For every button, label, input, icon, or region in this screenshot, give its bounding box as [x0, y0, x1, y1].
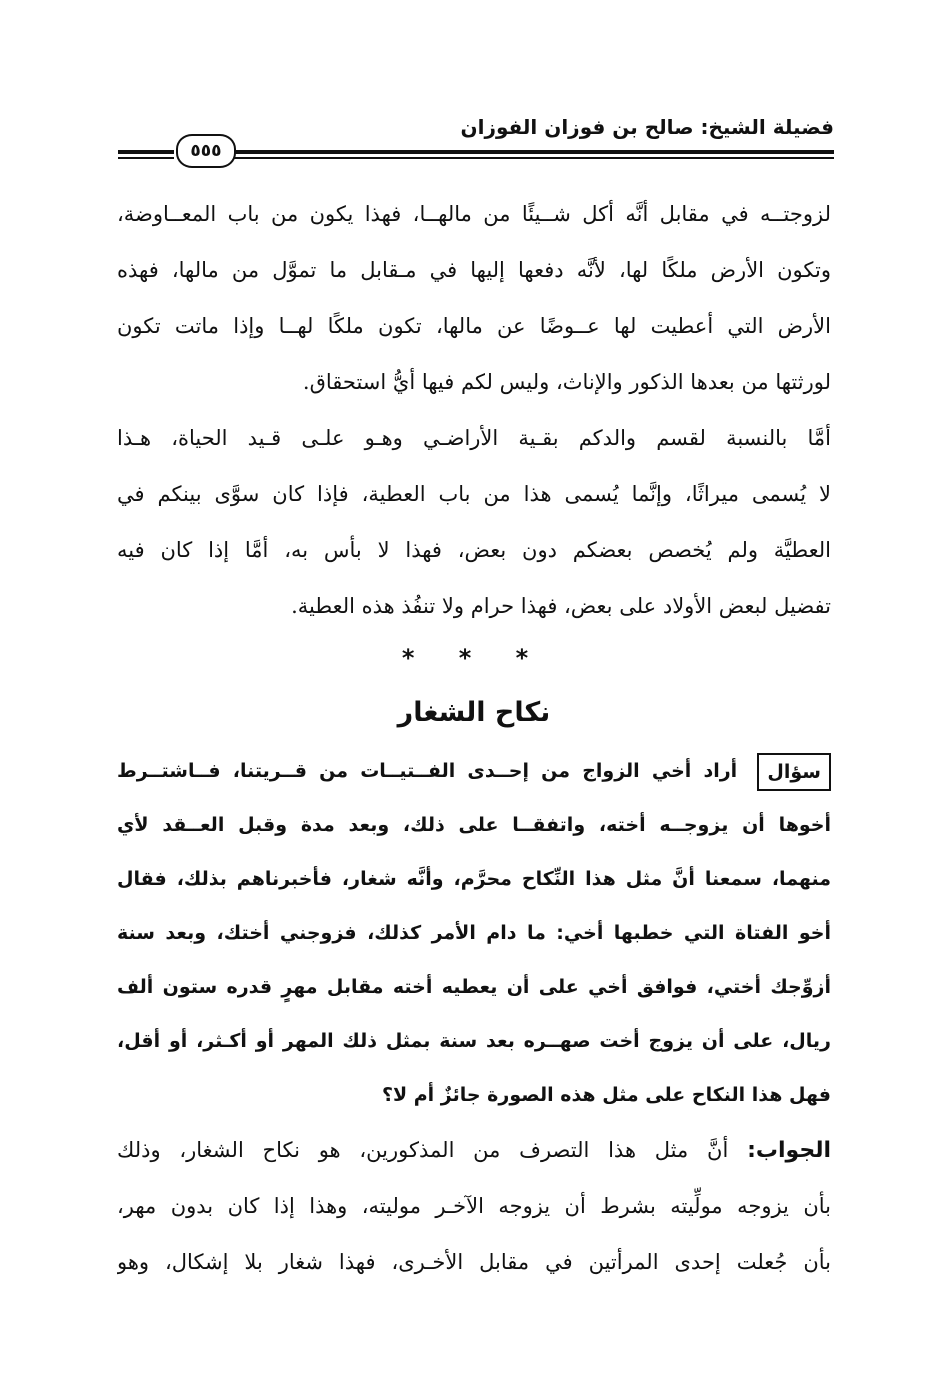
question-line: منهما، سمعنا أنَّ مثل هذا النِّكاح محرَّم، وأنَّه شغار، فأخبرناهم بذلك، فقال: [117, 868, 831, 890]
paragraph-line: لزوجتــه في مقابل أنَّه أكل شــيئًا من مالهــا، فهذا يكون من باب المعــاوضة،: [117, 202, 831, 226]
answer-block: [117, 1122, 831, 1290]
header-rule: [234, 150, 834, 160]
paragraph-line: تفضيل لبعض الأولاد على بعض، فهذا حرام ولا تنفُذ هذه العطية.: [291, 594, 831, 618]
answer-line: بأن جُعلت إحدى المرأتين في مقابل الأخـرى، فهذا شغار بلا إشكال، وهو: [117, 1250, 831, 1274]
header-title: فضيلة الشيخ: صالح بن فوزان الفوزان: [460, 115, 834, 139]
answer-first-line: [117, 1122, 831, 1178]
paragraph-line: لورثتها من بعدها الذكور والإناث، وليس لكم فيها أيُّ استحقاق.: [302, 370, 831, 394]
paragraph-line: الأرض التي أعطيت لها عــوضًا عن مالها، تكون ملكًا لهــا وإذا ماتت تكون: [117, 314, 831, 338]
answer-line: بأن يزوجه مولِّيته بشرط أن يزوجه الآخـر موليته، وهذا إذا كان بدون مهر،: [117, 1194, 831, 1218]
section-separator: * * *: [401, 644, 547, 672]
question-text: أراد أخي الزواج من إحــدى الفــتيــات من قــريتنا، فــاشتــرط: [117, 760, 738, 782]
page-header: [118, 112, 834, 172]
question-line: أخوها أن يزوجــه أخته، واتفقــا على ذلك، وبعد مدة وقبل العــقد لأي: [117, 814, 831, 836]
page-content: [117, 186, 831, 1290]
question-block: [117, 744, 831, 1122]
paragraph-line: وتكون الأرض ملكًا لها، لأنَّه دفعها إليها في مـقابل ما تموَّل من مالها، فهذه: [117, 258, 831, 282]
question-line: أخو الفتاة التي خطبها أخي: ما دام الأمر كذلك، فزوجني أختك، وبعد سنة: [117, 922, 831, 944]
question-first-line: [117, 744, 831, 798]
question-label: سؤال: [757, 753, 831, 791]
paragraph-2: [117, 410, 831, 634]
answer-text: أنَّ مثل هذا التصرف من المذكورين، هو نكاح الشغار، وذلك: [117, 1138, 729, 1162]
section-title: نكاح الشغار: [397, 697, 551, 728]
question-line: فهل هذا النكاح على مثل هذه الصورة جائزٌ أم لا؟: [381, 1084, 831, 1106]
question-line: ريال، على أن يزوج أخت صهــره بعد سنة بمثل ذلك المهر أو أكـثر، أو أقل،: [117, 1030, 831, 1052]
paragraph-line: أمَّا بالنسبة لقسم والدكم بقـية الأراضـي وهـو علـى قـيد الحياة، هـذا: [117, 426, 831, 450]
header-left-rule: [118, 150, 174, 160]
paragraph-line: لا يُسمى ميراثًا، وإنَّما يُسمى هذا من باب العطية، فإذا كان سوَّى بينكم في: [117, 482, 831, 506]
page-number: ٥٥٥: [176, 134, 236, 168]
answer-label: الجواب:: [747, 1138, 831, 1163]
question-line: أزوِّجك أختي، فوافق أخي على أن يعطيه أخته مقابل مهرٍ قدره ستون ألف: [117, 976, 831, 998]
paragraph-1: [117, 186, 831, 410]
paragraph-line: العطيَّة ولم يُخصص بعضكم دون بعض، فهذا لا بأس به، أمَّا إذا كان فيه: [117, 538, 831, 562]
